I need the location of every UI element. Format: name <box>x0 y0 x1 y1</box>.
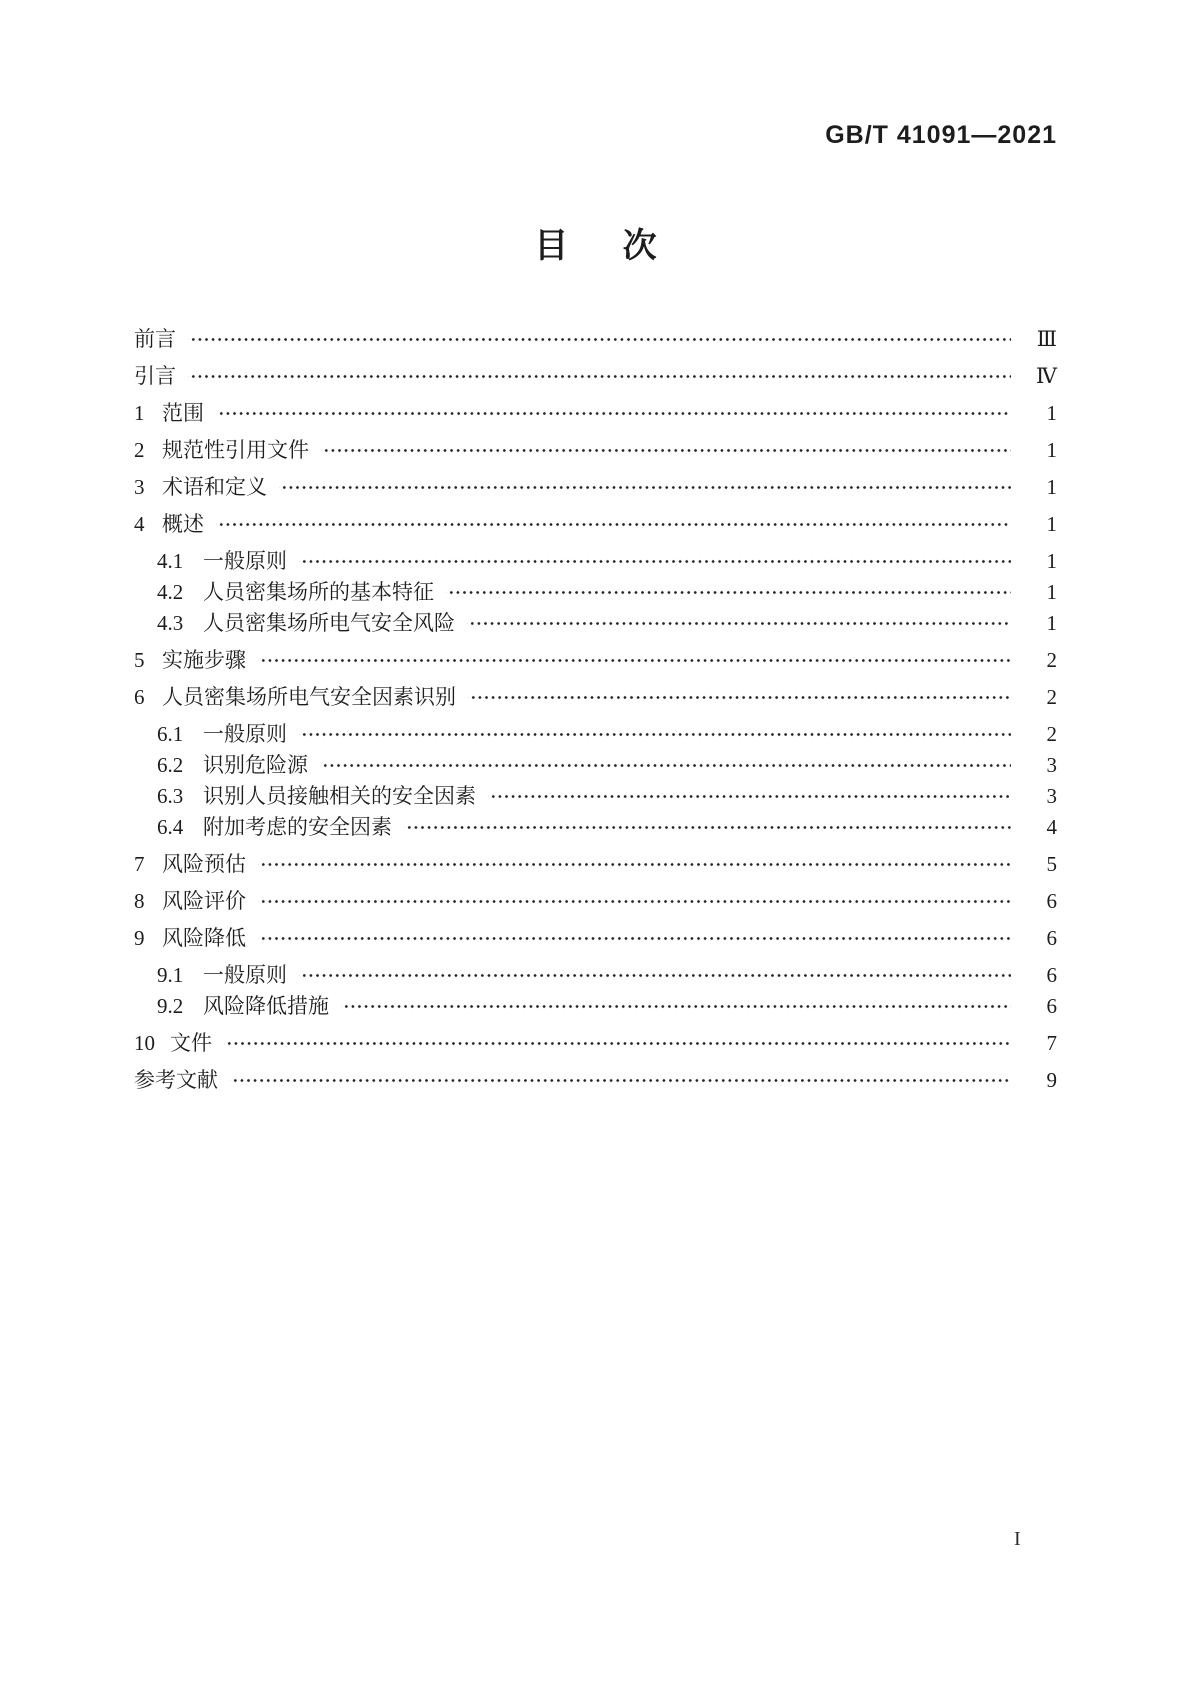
dot-leader <box>321 435 1011 465</box>
toc-entry-number: 9 <box>134 926 145 950</box>
dot-leader <box>341 991 1011 1021</box>
toc-entry-page: 6 <box>1046 994 1057 1018</box>
toc-entry-page: 1 <box>1046 475 1057 499</box>
toc-list <box>134 317 1057 1095</box>
toc-entry-page: 3 <box>1046 753 1057 777</box>
toc-entry-title: 识别危险源 <box>203 753 308 777</box>
toc-entry <box>134 577 1057 607</box>
toc-entry <box>134 435 1057 465</box>
toc-entry <box>134 991 1057 1021</box>
toc-entry-page: 2 <box>1046 722 1057 746</box>
standard-code: GB/T 41091—2021 <box>825 121 1057 149</box>
dot-leader <box>404 812 1011 842</box>
toc-entry-number: 10 <box>134 1031 155 1055</box>
toc-entry-title: 实施步骤 <box>162 648 246 672</box>
toc-entry-page: 9 <box>1046 1068 1057 1092</box>
dot-leader <box>258 645 1011 675</box>
toc-entry-page: 6 <box>1046 889 1057 913</box>
toc-entry-title: 识别人员接触相关的安全因素 <box>203 784 476 808</box>
toc-entry-title: 风险降低措施 <box>203 994 329 1018</box>
toc-entry <box>134 608 1057 638</box>
dot-leader <box>230 1065 1011 1095</box>
toc-entry <box>134 398 1057 428</box>
toc-entry-page: Ⅳ <box>1036 364 1057 388</box>
toc-entry-page: 7 <box>1046 1031 1057 1055</box>
dot-leader <box>258 923 1011 953</box>
dot-leader <box>468 682 1011 712</box>
toc-entry-title: 风险降低 <box>162 926 246 950</box>
toc-entry-page: 4 <box>1046 815 1057 839</box>
toc-entry-number: 6.4 <box>157 815 184 839</box>
toc-entry-page: 1 <box>1046 438 1057 462</box>
toc-entry <box>134 361 1057 391</box>
toc-entry-number: 3 <box>134 475 145 499</box>
toc-entry-title: 一般原则 <box>203 963 287 987</box>
toc-entry <box>134 812 1057 842</box>
footer-page-number: I <box>1014 1528 1021 1550</box>
toc-entry <box>134 960 1057 990</box>
toc-entry-number: 6 <box>134 685 145 709</box>
toc-entry-page: 5 <box>1046 852 1057 876</box>
toc-entry-number: 6.3 <box>157 784 184 808</box>
toc-entry <box>134 509 1057 539</box>
toc-entry-title: 引言 <box>134 364 176 388</box>
toc-entry-number: 7 <box>134 852 145 876</box>
toc-entry <box>134 1028 1057 1058</box>
toc-entry-page: 1 <box>1046 401 1057 425</box>
toc-entry-title: 前言 <box>134 327 176 351</box>
toc-entry <box>134 324 1057 354</box>
toc-entry-page: 2 <box>1046 648 1057 672</box>
toc-entry-number: 8 <box>134 889 145 913</box>
toc-entry <box>134 645 1057 675</box>
toc-entry-page: 2 <box>1046 685 1057 709</box>
toc-entry-title: 一般原则 <box>203 549 287 573</box>
toc-entry-number: 6.1 <box>157 722 184 746</box>
toc-entry-page: 1 <box>1046 611 1057 635</box>
dot-leader <box>216 509 1011 539</box>
toc-entry-number: 9.2 <box>157 994 184 1018</box>
toc-entry-page: 6 <box>1046 963 1057 987</box>
dot-leader <box>188 361 1011 391</box>
toc-entry <box>134 923 1057 953</box>
toc-entry <box>134 546 1057 576</box>
dot-leader <box>216 398 1011 428</box>
dot-leader <box>488 781 1011 811</box>
toc-entry-title: 人员密集场所的基本特征 <box>203 580 434 604</box>
toc-entry-title: 参考文献 <box>134 1068 218 1092</box>
toc-entry-title: 规范性引用文件 <box>162 438 309 462</box>
toc-entry-title: 风险评价 <box>162 889 246 913</box>
dot-leader <box>258 849 1011 879</box>
toc-entry-number: 2 <box>134 438 145 462</box>
toc-entry-title: 一般原则 <box>203 722 287 746</box>
toc-entry <box>134 886 1057 916</box>
toc-entry-page: 1 <box>1046 512 1057 536</box>
toc-entry-page: 6 <box>1046 926 1057 950</box>
dot-leader <box>299 960 1011 990</box>
toc-entry-page: 1 <box>1046 580 1057 604</box>
toc-entry <box>134 849 1057 879</box>
dot-leader <box>188 324 1011 354</box>
toc-entry-number: 9.1 <box>157 963 184 987</box>
toc-entry <box>134 682 1057 712</box>
toc-entry <box>134 781 1057 811</box>
toc-entry-number: 4.1 <box>157 549 184 573</box>
toc-entry-number: 1 <box>134 401 145 425</box>
dot-leader <box>320 750 1011 780</box>
dot-leader <box>467 608 1011 638</box>
toc-entry <box>134 719 1057 749</box>
toc-entry-title: 风险预估 <box>162 852 246 876</box>
dot-leader <box>299 719 1011 749</box>
toc-entry <box>134 472 1057 502</box>
toc-entry <box>134 750 1057 780</box>
dot-leader <box>279 472 1011 502</box>
toc-entry-number: 4.3 <box>157 611 184 635</box>
toc-entry-number: 5 <box>134 648 145 672</box>
toc-entry-page: Ⅲ <box>1036 327 1057 351</box>
toc-entry-title: 概述 <box>162 512 204 536</box>
toc-entry-page: 3 <box>1046 784 1057 808</box>
toc-entry-page: 1 <box>1046 549 1057 573</box>
toc-entry <box>134 1065 1057 1095</box>
toc-entry-title: 范围 <box>162 401 204 425</box>
toc-entry-title: 人员密集场所电气安全风险 <box>203 611 455 635</box>
dot-leader <box>446 577 1011 607</box>
toc-entry-number: 4 <box>134 512 145 536</box>
toc-entry-title: 文件 <box>170 1031 212 1055</box>
toc-entry-title: 人员密集场所电气安全因素识别 <box>162 685 456 709</box>
dot-leader <box>224 1028 1011 1058</box>
toc-entry-number: 4.2 <box>157 580 184 604</box>
toc-entry-number: 6.2 <box>157 753 184 777</box>
dot-leader <box>299 546 1011 576</box>
page-title: 目次 <box>534 227 712 265</box>
toc-entry-title: 附加考虑的安全因素 <box>203 815 392 839</box>
toc-entry-title: 术语和定义 <box>162 475 267 499</box>
dot-leader <box>258 886 1011 916</box>
